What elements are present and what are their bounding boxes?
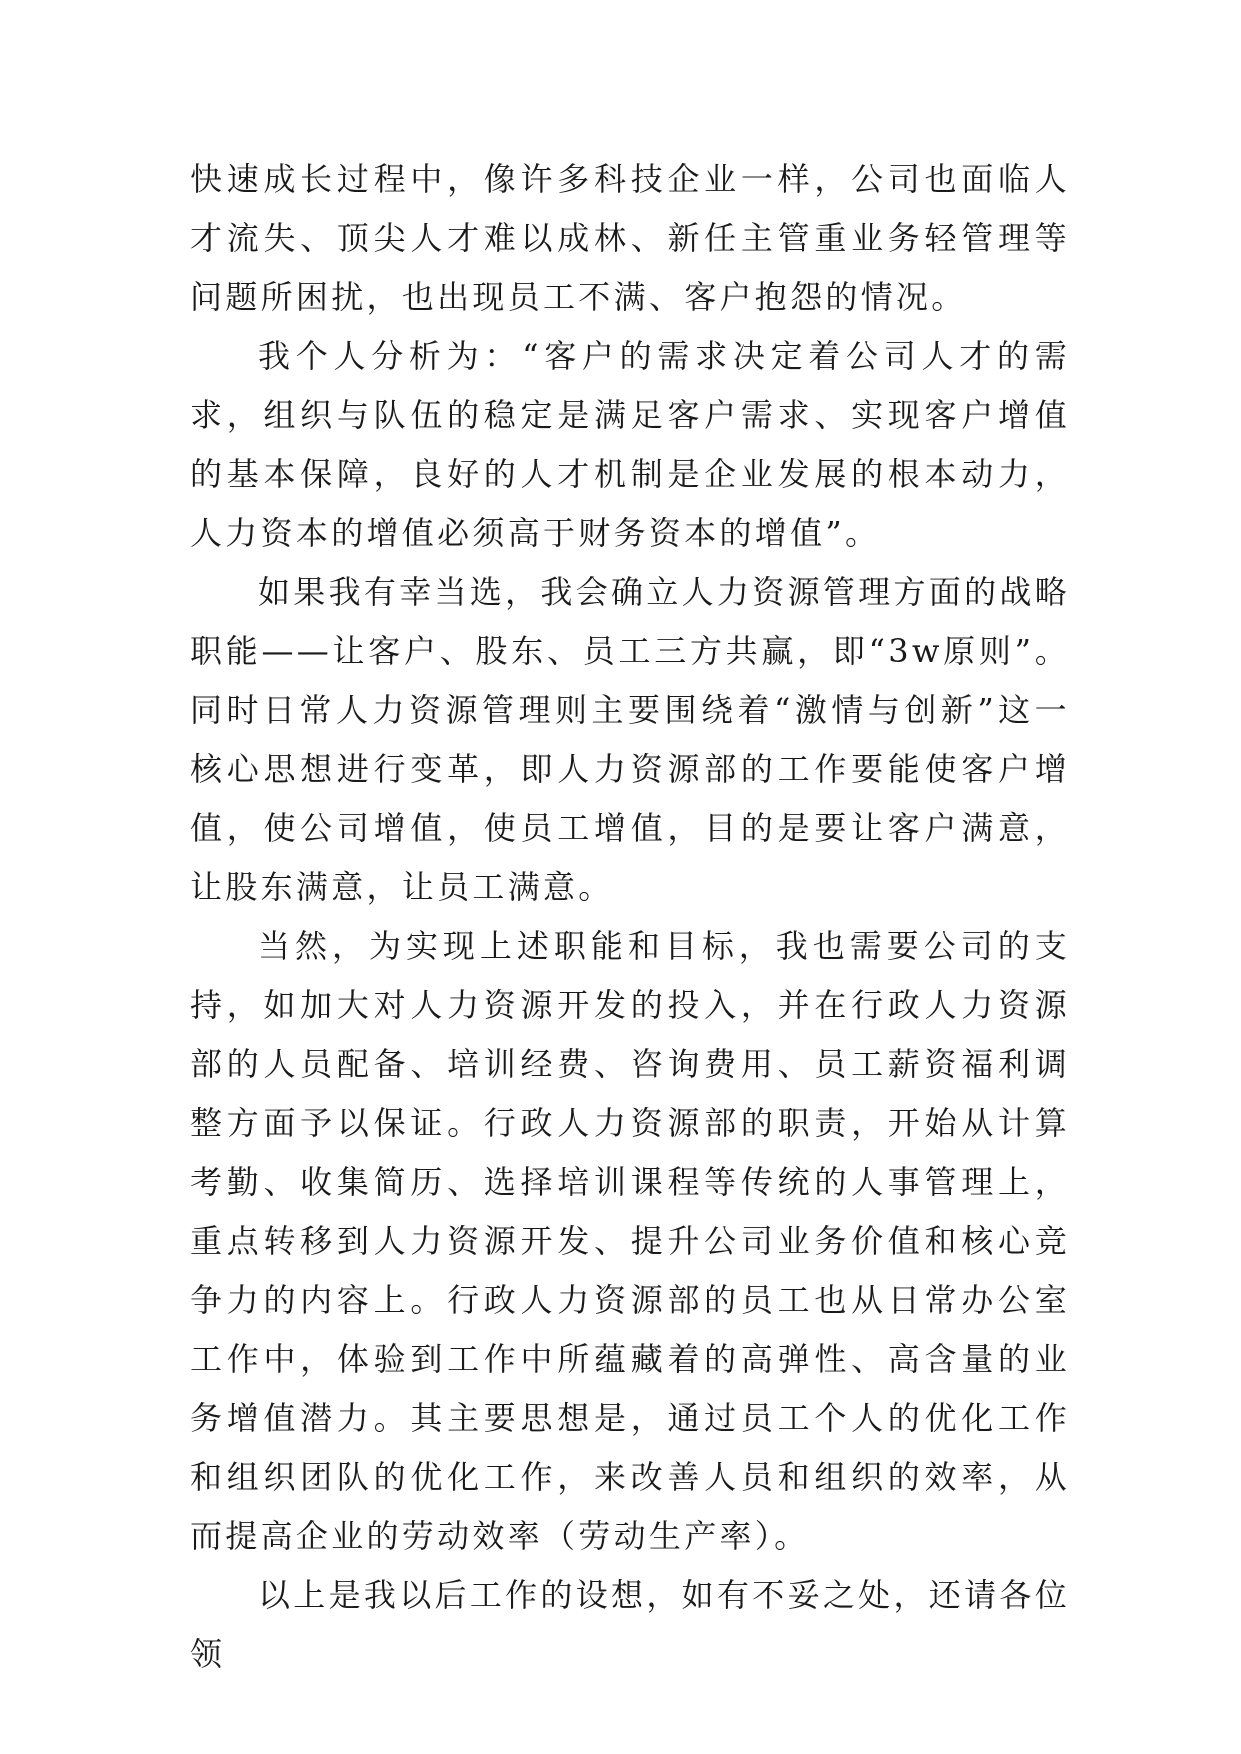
paragraph-1: 快速成长过程中，像许多科技企业一样，公司也面临人才流失、顶尖人才难以成林、新任主管重业务轻管理等问题所困扰，也出现员工不满、客户抱怨的情况。 xyxy=(190,160,1070,316)
paragraph-2: 我个人分析为：“客户的需求决定着公司人才的需求，组织与队伍的稳定是满足客户需求、实现客户增值的基本保障，良好的人才机制是企业发展的根本动力，人力资本的增值必须高于财务资本的增值”。 xyxy=(190,337,1070,552)
paragraph-4: 当然，为实现上述职能和目标，我也需要公司的支持，如加大对人力资源开发的投入，并在行政人力资源部的人员配备、培训经费、咨询费用、员工薪资福利调整方面予以保证。行政人力资源部的职责，开始从计算考勤、收集简历、选择培训课程等传统的人事管理上，重点转移到人力资源开发、提升公司业务价值和核心竞争力的内容上。行政人力资源部的员工也从日常办公室工作中，体验到工作中所蕴藏着的高弹性、高含量的业务增值潜力。其主要思想是，通过员工个人的优化工作和组织团队的优化工作，来改善人员和组织的效率，从而提高企业的劳动效率（劳动生产率）。 xyxy=(190,927,1070,1555)
document-body xyxy=(190,150,1070,1684)
paragraph-5: 以上是我以后工作的设想，如有不妥之处，还请各位领 xyxy=(190,1576,1070,1673)
paragraph-3: 如果我有幸当选，我会确立人力资源管理方面的战略职能——让客户、股东、员工三方共赢，即“3w原则”。同时日常人力资源管理则主要围绕着“激情与创新”这一核心思想进行变革，即人力资源部的工作要能使客户增值，使公司增值，使员工增值，目的是要让客户满意，让股东满意，让员工满意。 xyxy=(190,573,1070,906)
